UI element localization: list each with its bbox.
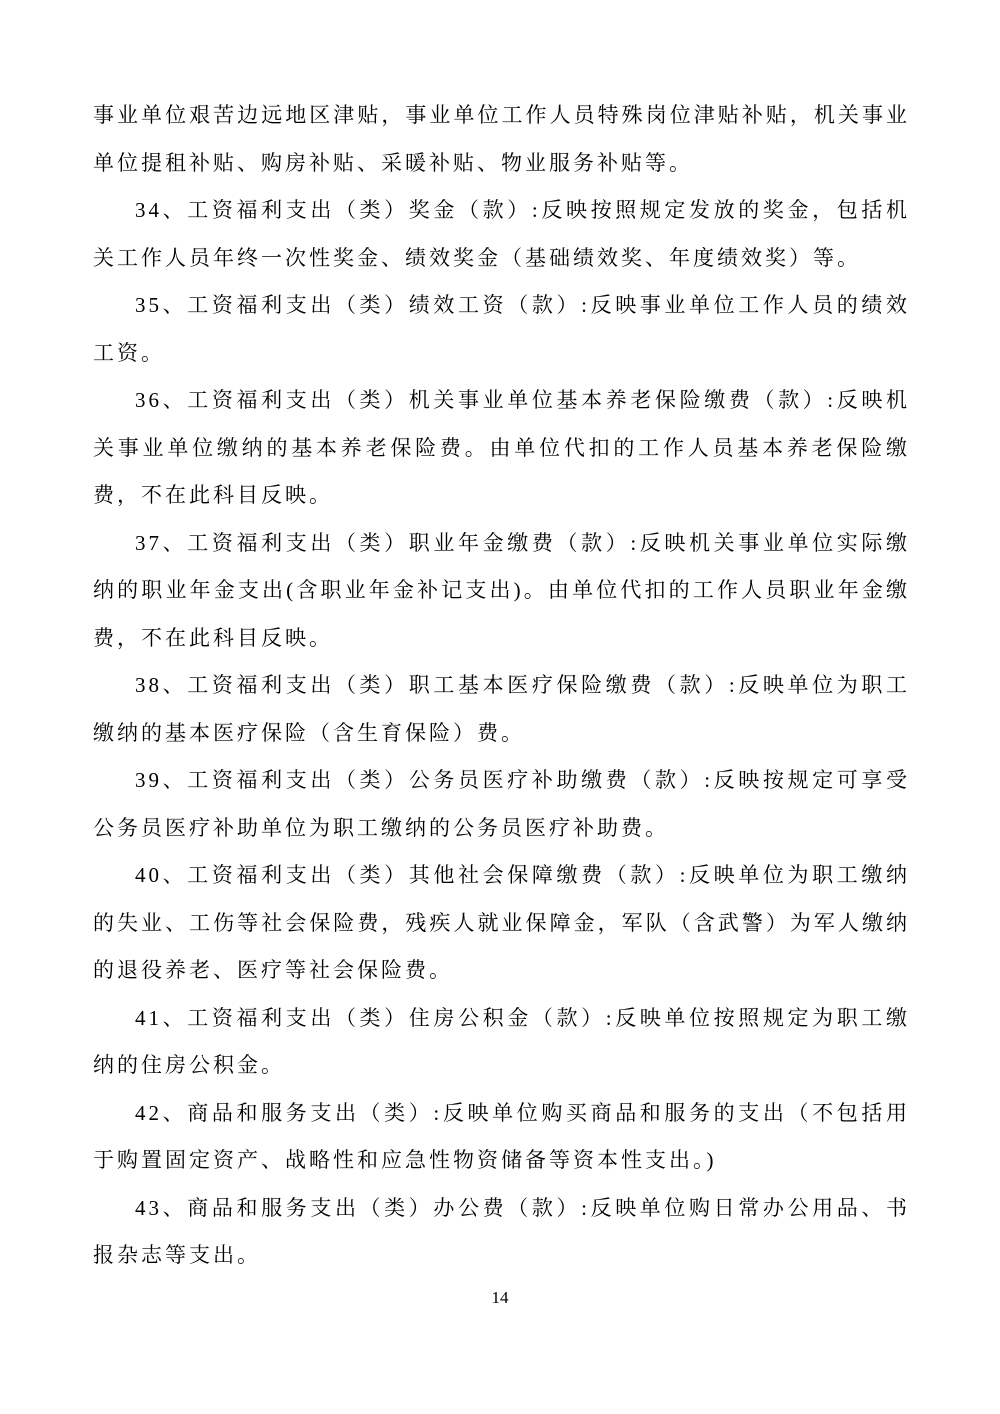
paragraph: 37、工资福利支出（类）职业年金缴费（款）:反映机关事业单位实际缴纳的职业年金支出(含职业年金补记支出)。由单位代扣的工作人员职业年金缴费，不在此科目反映。 [93,530,910,650]
paragraph: 39、工资福利支出（类）公务员医疗补助缴费（款）:反映按规定可享受公务员医疗补助单位为职工缴纳的公务员医疗补助费。 [93,768,910,840]
document-body [93,92,910,1280]
paragraph: 41、工资福利支出（类）住房公积金（款）:反映单位按照规定为职工缴纳的住房公积金。 [93,1005,910,1077]
page-number: 14 [491,1288,509,1307]
paragraph: 43、商品和服务支出（类）办公费（款）:反映单位购日常办公用品、书报杂志等支出。 [93,1195,910,1267]
paragraph: 40、工资福利支出（类）其他社会保障缴费（款）:反映单位为职工缴纳的失业、工伤等社会保险费，残疾人就业保障金，军队（含武警）为军人缴纳的退役养老、医疗等社会保险费。 [93,863,910,982]
paragraph: 35、工资福利支出（类）绩效工资（款）:反映事业单位工作人员的绩效工资。 [93,293,910,365]
paragraph: 36、工资福利支出（类）机关事业单位基本养老保险缴费（款）:反映机关事业单位缴纳的基本养老保险费。由单位代扣的工作人员基本养老保险缴费，不在此科目反映。 [93,388,910,507]
paragraph: 42、商品和服务支出（类）:反映单位购买商品和服务的支出（不包括用于购置固定资产、战略性和应急性物资储备等资本性支出。) [93,1100,910,1172]
paragraph: 事业单位艰苦边远地区津贴，事业单位工作人员特殊岗位津贴补贴，机关事业单位提租补贴、购房补贴、采暖补贴、物业服务补贴等。 [93,103,910,175]
paragraph: 34、工资福利支出（类）奖金（款）:反映按照规定发放的奖金，包括机关工作人员年终一次性奖金、绩效奖金（基础绩效奖、年度绩效奖）等。 [93,198,910,270]
paragraph: 38、工资福利支出（类）职工基本医疗保险缴费（款）:反映单位为职工缴纳的基本医疗保险（含生育保险）费。 [93,673,910,745]
